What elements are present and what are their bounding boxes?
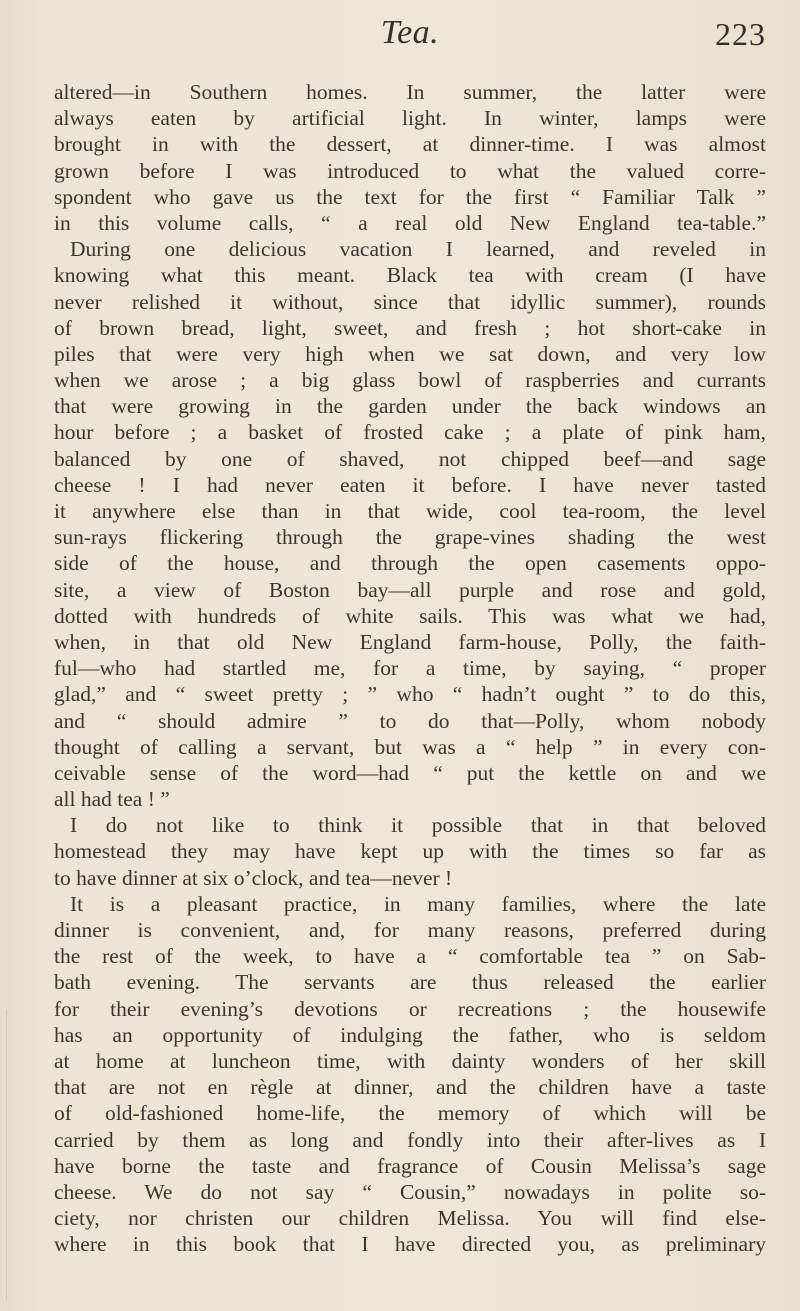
running-title: Tea.	[380, 14, 440, 51]
text-line: at home at luncheon time, with dainty wonders of her skill	[54, 1048, 766, 1073]
text-line: thought of calling a servant, but was a “ help ” in every con-	[54, 734, 766, 759]
text-line: glad,” and “ sweet pretty ; ” who “ hadn’t ought ” to do this,	[54, 682, 766, 707]
text-line: altered—in Southern homes. In summer, the latter were	[54, 80, 766, 104]
text-line: always eaten by artificial light. In winter, lamps were	[54, 106, 766, 131]
text-line: of old-fashioned home-life, the memory of which will be	[54, 1101, 766, 1126]
text-line: of brown bread, light, sweet, and fresh ; hot short-cake in	[54, 315, 766, 340]
text-line: carried by them as long and fondly into their after-lives as I	[54, 1127, 766, 1152]
text-line: It is a pleasant practice, in many families, where the late	[70, 891, 766, 916]
page-header	[54, 14, 766, 62]
page-edge-mark	[6, 1010, 7, 1300]
body-text	[54, 79, 766, 1257]
text-line: that are not en règle at dinner, and the children have a taste	[54, 1075, 766, 1100]
text-line: in this volume calls, “ a real old New England tea-table.”	[54, 210, 766, 235]
text-line: to have dinner at six o’clock, and tea—never !	[54, 865, 453, 890]
text-line: grown before I was introduced to what the valued corre-	[54, 158, 766, 183]
text-line: side of the house, and through the open casements oppo-	[54, 551, 766, 576]
text-line: ciety, nor christen our children Melissa. You will find else-	[54, 1206, 766, 1231]
text-line: dinner is convenient, and, for many reasons, preferred during	[54, 918, 766, 942]
text-line: for their evening’s devotions or recreations ; the housewife	[54, 996, 766, 1021]
text-line: and “ should admire ” to do that—Polly, whom nobody	[54, 708, 766, 733]
text-line: sun-rays flickering through the grape-vines shading the west	[54, 525, 766, 550]
text-line: spondent who gave us the text for the first “ Familiar Talk ”	[54, 184, 766, 209]
text-line: During one delicious vacation I learned, and reveled in	[70, 237, 766, 262]
text-line: homestead they may have kept up with the times so far as	[54, 839, 766, 864]
page-number: 223	[715, 16, 766, 52]
text-line: all had tea ! ”	[54, 787, 170, 812]
text-line: cheese ! I had never eaten it before. I have never tasted	[54, 472, 766, 497]
text-line: has an opportunity of indulging the father, who is seldom	[54, 1022, 766, 1047]
text-line: knowing what this meant. Black tea with cream (I have	[54, 263, 766, 288]
text-line: bath evening. The servants are thus released the earlier	[54, 970, 766, 995]
text-line: where in this book that I have directed you, as preliminary	[54, 1232, 766, 1257]
text-line: that were growing in the garden under the back windows an	[54, 394, 766, 419]
text-line: when we arose ; a big glass bowl of raspberries and currants	[54, 368, 766, 393]
text-line: ceivable sense of the word—had “ put the kettle on and we	[54, 760, 766, 785]
text-line: never relished it without, since that idyllic summer), rounds	[54, 289, 766, 314]
text-line: piles that were very high when we sat down, and very low	[54, 341, 766, 366]
text-line: it anywhere else than in that wide, cool tea-room, the level	[54, 499, 766, 523]
text-line: when, in that old New England farm-house, Polly, the faith-	[54, 629, 766, 654]
text-line: dotted with hundreds of white sails. This was what we had,	[54, 603, 766, 628]
text-line: balanced by one of shaved, not chipped beef—and sage	[54, 446, 766, 471]
text-line: ful—who had startled me, for a time, by saying, “ proper	[54, 656, 766, 681]
text-line: site, a view of Boston bay—all purple and rose and gold,	[54, 577, 766, 602]
text-line: hour before ; a basket of frosted cake ; a plate of pink ham,	[54, 420, 766, 445]
text-line: have borne the taste and fragrance of Cousin Melissa’s sage	[54, 1153, 766, 1178]
text-line: I do not like to think it possible that in that beloved	[70, 813, 766, 838]
text-line: the rest of the week, to have a “ comfortable tea ” on Sab-	[54, 944, 766, 969]
text-line: brought in with the dessert, at dinner-time. I was almost	[54, 132, 766, 157]
text-line: cheese. We do not say “ Cousin,” nowadays in polite so-	[54, 1179, 766, 1204]
